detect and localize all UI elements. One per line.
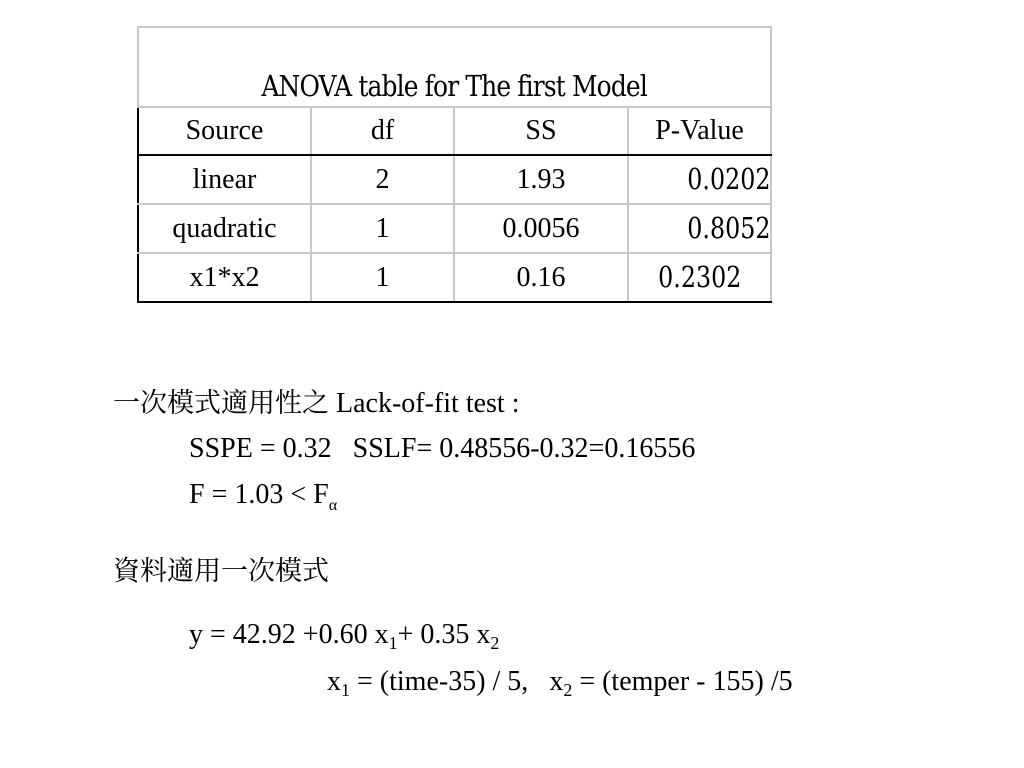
cell-df: 1 xyxy=(311,253,454,302)
cell-p-value xyxy=(628,204,771,253)
header-source: Source xyxy=(138,107,311,155)
def-x1-rhs: = (time-35) / 5, xyxy=(350,666,529,697)
cell-p-value xyxy=(628,155,771,204)
sspe-sslf-line xyxy=(189,435,695,463)
eq-sub1: 1 xyxy=(388,633,398,653)
eq-part1: y = 42.92 +0.60 x xyxy=(189,619,389,650)
def-x1-lhs: x xyxy=(327,666,341,697)
cell-df: 2 xyxy=(311,155,454,204)
cell-ss: 1.93 xyxy=(454,155,628,204)
eq-part2: + 0.35 x xyxy=(397,619,491,650)
p-value-text: 0.8052 xyxy=(686,211,771,245)
header-ss: SS xyxy=(454,107,628,155)
p-value-text: 0.2302 xyxy=(657,260,742,294)
table-title: ANOVA table for The first Model xyxy=(261,69,648,103)
p-value-text: 0.0202 xyxy=(686,162,771,196)
def-x2-sub: 2 xyxy=(563,680,573,700)
cell-p-value xyxy=(628,253,771,302)
conclusion-text: 資料適用一次模式 xyxy=(113,556,329,587)
def-x2-rhs: = (temper - 155) /5 xyxy=(572,666,793,697)
cell-source: quadratic xyxy=(138,204,311,253)
table-title-row xyxy=(138,27,771,107)
f-statistic-line xyxy=(189,479,338,514)
lack-of-fit-heading xyxy=(113,390,519,418)
lack-of-fit-heading-cjk: 一次模式適用性之 xyxy=(113,388,329,419)
model-equation xyxy=(189,619,500,653)
def-x2-lhs: x xyxy=(549,666,564,697)
def-x1-sub: 1 xyxy=(341,680,350,700)
cell-source: x1*x2 xyxy=(138,253,311,302)
table-title-cell xyxy=(138,27,771,107)
variable-definitions xyxy=(327,666,793,700)
eq-sub2: 2 xyxy=(490,633,500,653)
header-p-value: P-Value xyxy=(628,107,771,155)
cell-ss: 0.16 xyxy=(454,253,628,302)
header-df: df xyxy=(311,107,454,155)
table-row xyxy=(138,155,771,204)
cell-ss: 0.0056 xyxy=(454,204,628,253)
sspe-value: SSPE = 0.32 xyxy=(189,433,332,464)
lack-of-fit-heading-en: Lack-of-fit test : xyxy=(336,388,520,419)
anova-table xyxy=(137,26,772,303)
cell-df: 1 xyxy=(311,204,454,253)
table-row xyxy=(138,204,771,253)
sslf-value: SSLF= 0.48556-0.32=0.16556 xyxy=(352,433,696,464)
f-statistic: F = 1.03 < F xyxy=(189,479,329,510)
table-header-row xyxy=(138,107,771,155)
f-alpha-subscript: α xyxy=(328,497,338,514)
cell-source: linear xyxy=(138,155,311,204)
table-row xyxy=(138,253,771,302)
